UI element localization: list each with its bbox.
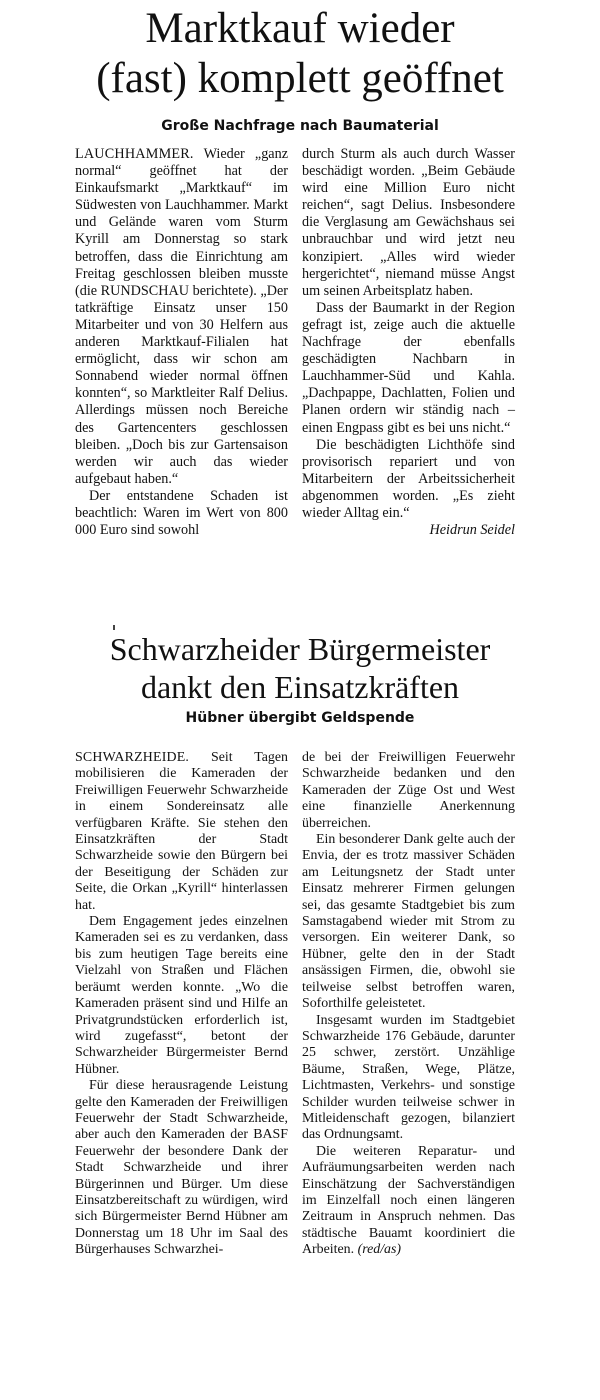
paragraph: Der entstandene Schaden ist beachtlich: Waren im Wert von 800 000 Euro sind sowohl [75, 487, 288, 539]
headline [0, 4, 600, 104]
paragraph: Dass der Baumarkt in der Region gefragt ist, zeige auch die aktuelle Nachfrage der ebenfalls geschädigten Nachbarn in Lauchhammer-Süd und Kahla. „Dachpappe, Dachlatten, Folien und Planen ordern wir ständig nach – einen Engpass gibt es bei uns nicht.“ [302, 299, 515, 436]
headline [0, 630, 600, 706]
paragraph-text: Die weiteren Reparatur- und Aufräumungsarbeiten werden nach Einschätzung der Sachverständigen im Einzelfall noch einen längeren Zeitraum in Anspruch nehmen. Das städtische Bauamt koordiniert die Arbeiten. [302, 1143, 515, 1258]
paragraph: Die beschädigten Lichthöfe sind provisorisch repariert und von Mitarbeitern der Arbeitssicherheit abgenommen worden. „Es zieht wieder Alltag ein.“ [302, 436, 515, 521]
paragraph [75, 146, 288, 488]
paragraph: Für diese herausragende Leistung gelte den Kameraden der Freiwilligen Feuerwehr der Stadt Schwarzheide, aber auch den Kameraden der BASF Feuerwehr der besondere Dank der Stadt Schwarzheide und ihrer Bürgerinnen und Bürger. Um diese Einsatzbereitschaft zu würdigen, wird sich Bürgermeister Bernd Hübner am Donnerstag um 18 Uhr im Saal des Bürgerhauses Schwarzhei- [75, 1078, 288, 1258]
headline-line-1: Schwarzheider Bürgermeister [109, 631, 491, 667]
dateline: LAUCHHAMMER. [75, 146, 194, 162]
column-2 [302, 146, 515, 539]
byline: Heidrun Seidel [429, 522, 515, 539]
paragraph: Ein besonderer Dank gelte auch der Envia, der es trotz massiver Schäden am Leitungsnetz der Stadt unter Einsatz mehrerer Firmen gelungen sei, das gesamte Stadtgebiet bis zum Samstagabend wieder mit Strom zu versorgen. Ein weiterer Dank, so Hübner, gelte den in der Stadt ansässigen Firmen, die, obwohl sie teilweise selbst betroffen waren, Soforthilfe geleistetet. [302, 832, 515, 1012]
column-2 [302, 750, 515, 1259]
dateline: SCHWARZHEIDE. [75, 750, 190, 765]
subheadline: Hübner übergibt Geldspende [185, 710, 415, 726]
headline-line-2: (fast) komplett geöffnet [96, 55, 504, 102]
subheadline: Große Nachfrage nach Baumaterial [161, 118, 439, 134]
body-columns [75, 146, 515, 539]
paragraph: de bei der Freiwilligen Feuerwehr Schwarzheide bedanken und den Kameraden der Züge Ost und West eine finanzielle Anerkennung überreichen. [302, 750, 515, 831]
headline-line-2: dankt den Einsatzkräften [140, 669, 460, 705]
paragraph [302, 1144, 515, 1259]
paragraph: durch Sturm als auch durch Wasser beschädigt worden. „Beim Gebäude wird eine Million Euro nicht reichen“, sagt Delius. Insbesondere die Verglasung am Gewächshaus sei unbrauchbar und wird jetzt neu konzipiert. „Alles wird wieder hergerichtet“, niemand müsse Angst um seinen Arbeitsplatz haben. [302, 146, 515, 299]
column-1 [75, 750, 288, 1259]
article-schwarzheide [0, 612, 600, 1400]
column-1 [75, 146, 288, 539]
paragraph-text: Seit Tagen mobilisieren die Kameraden der Freiwilligen Feuerwehr Schwarzheide in einem Sondereinsatz alle verfügbaren Kräfte. Sie stehen den Einsatzkräften der Stadt Schwarzheide sowie den Bürgern bei der Beseitigung der Schäden zur Seite, die Orkan „Kyrill“ hinterlassen hat. [75, 750, 288, 913]
body-columns [75, 750, 515, 1259]
paragraph: Insgesamt wurden im Stadtgebiet Schwarzheide 176 Gebäude, darunter 25 schwer, zerstört. Unzählige Bäume, Straßen, Wege, Plätze, Lichtmasten, Verkehrs- und sonstige Schilder wurden teilweise schwer in Mitleidenschaft gezogen, bilanziert das Ordnungsamt. [302, 1012, 515, 1143]
paragraph [75, 750, 288, 914]
headline-line-1: Marktkauf wieder [145, 5, 455, 52]
credit: (red/as) [357, 1242, 402, 1258]
article-marktkauf [0, 0, 600, 610]
paragraph-text: Wieder „ganz normal“ geöffnet hat der Einkaufsmarkt „Marktkauf“ im Südwesten von Lauchhammer. Markt und Gelände waren vom Sturm Kyrill am Donnerstag so stark betroffen, dass die Einrichtung am Freitag geschlossen bleiben musste (die RUNDSCHAU berichtete). „Der tatkräftige Einsatz unser 150 Mitarbeiter und von 30 Helfern aus anderen Marktkauf-Filialen hat ermöglicht, dass wir schon am Sonnabend wieder normal öffnen konnten“, so Marktleiter Ralf Delius. Allerdings müssen noch Bereiche des Gartencenters geschlossen bleiben. „Doch bis zur Gartensaison werden wir auch das wieder aufgebaut haben.“ [75, 146, 288, 487]
paragraph: Dem Engagement jedes einzelnen Kameraden sei es zu verdanken, dass bis zum heutigen Tage bereits eine Vielzahl von Straßen und Flächen beräumt werden konnte. „Wo die Kameraden präsent sind und Hilfe an Privatgrundstücken erforderlich ist, wird zugefasst“, betont der Schwarzheider Bürgermeister Bernd Hübner. [75, 914, 288, 1077]
